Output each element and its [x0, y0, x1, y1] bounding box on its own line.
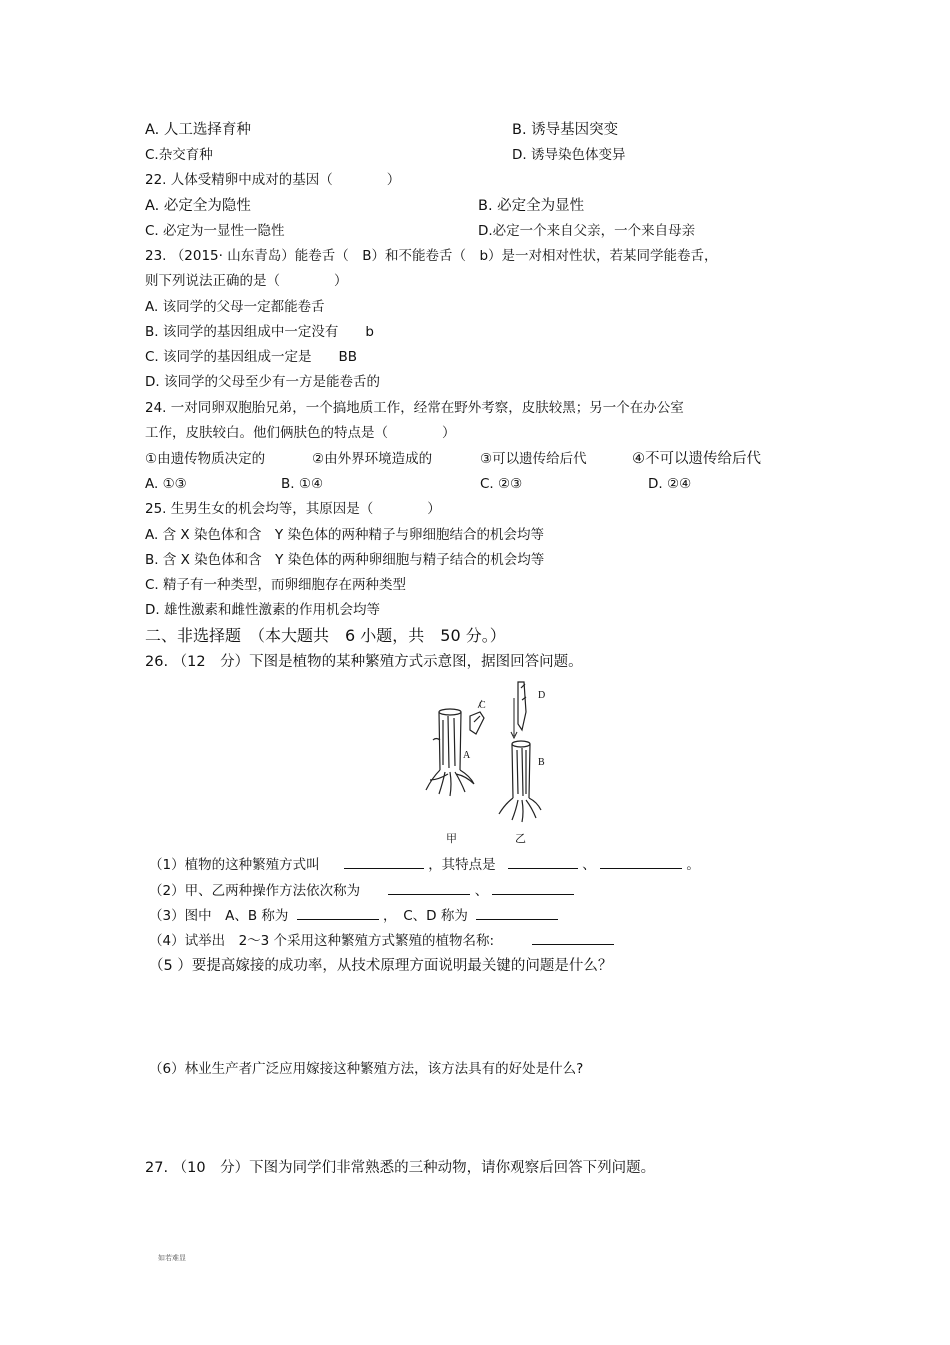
- q26-part5: （5 ）要提高嫁接的成功率，从技术原理方面说明最关键的问题是什么？: [149, 958, 613, 974]
- label-a: A: [463, 750, 471, 761]
- q22-stem: 22. 人体受精卵中成对的基因（ ）: [145, 172, 401, 188]
- q22-option-c: C. 必定为一显性一隐性: [145, 223, 285, 239]
- q22-option-b: B. 必定全为显性: [478, 198, 585, 214]
- q26-answer-blank-7[interactable]: [476, 907, 558, 920]
- q26-stem: 26. （12 分）下图是植物的某种繁殖方式示意图，据图回答问题。: [145, 654, 583, 670]
- label-c: C: [479, 700, 486, 711]
- q25-stem: 25. 生男生女的机会均等，其原因是（ ）: [145, 501, 441, 517]
- q24-statement-1: ①由遗传物质决定的: [145, 451, 266, 467]
- q26-part6: （6）林业生产者广泛应用嫁接这种繁殖方法，该方法具有的好处是什么?: [149, 1061, 584, 1077]
- q25-option-b: B. 含 X 染色体和含 Y 染色体的两种卵细胞与精子结合的机会均等: [145, 552, 545, 568]
- q26-part1: （1）植物的这种繁殖方式叫 ，其特点是 、 。: [149, 857, 700, 873]
- q23-option-a: A. 该同学的父母一定都能卷舌: [145, 299, 325, 315]
- label-yi: 乙: [515, 832, 526, 845]
- q24-stem-line2: 工作，皮肤较白。他们俩肤色的特点是（ ）: [145, 425, 456, 441]
- q24-statement-3: ③可以遗传给后代: [480, 451, 587, 467]
- q23-option-d: D. 该同学的父母至少有一方是能卷舌的: [145, 374, 380, 390]
- q26-part3: （3）图中 A、B 称为 ， C、D 称为: [149, 907, 558, 925]
- label-b: B: [538, 757, 545, 768]
- q23-option-c: C. 该同学的基因组成一定是 BB: [145, 349, 358, 365]
- q24-option-a: A. ①③: [145, 476, 187, 492]
- q23-stem-line1: 23. （2015· 山东青岛）能卷舌（ B）和不能卷舌（ b）是一对相对性状，若某同学能卷舌，: [145, 248, 718, 264]
- q25-option-a: A. 含 X 染色体和含 Y 染色体的两种精子与卵细胞结合的机会均等: [145, 527, 544, 543]
- q26-answer-blank-1[interactable]: [344, 856, 424, 869]
- page-footer: 如若难显: [158, 1254, 186, 1262]
- grafting-figure: [418, 680, 548, 845]
- q26-answer-blank-4[interactable]: [388, 882, 470, 895]
- q21-option-d: D. 诱导染色体变异: [512, 147, 626, 163]
- q24-statement-2: ②由外界环境造成的: [312, 451, 433, 467]
- q26-part4: （4）试举出 2～3 个采用这种繁殖方式繁殖的植物名称:: [149, 932, 614, 950]
- q27-stem: 27. （10 分）下图为同学们非常熟悉的三种动物，请你观察后回答下列问题。: [145, 1160, 656, 1176]
- q26-answer-blank-2[interactable]: [508, 856, 578, 869]
- q24-option-b: B. ①④: [281, 476, 324, 492]
- label-jia: 甲: [446, 832, 457, 845]
- q22-option-d: D.必定一个来自父亲，一个来自母亲: [478, 223, 696, 239]
- q24-option-d: D. ②④: [648, 476, 692, 492]
- q26-answer-blank-8[interactable]: [532, 932, 614, 945]
- q23-option-b: B. 该同学的基因组成中一定没有 b: [145, 324, 374, 340]
- q22-option-a: A. 必定全为隐性: [145, 198, 251, 214]
- q21-option-a: A. 人工选择育种: [145, 122, 251, 138]
- label-d: D: [538, 690, 546, 701]
- section-heading: 二、非选择题 （本大题共 6 小题，共 50 分。）: [145, 626, 506, 645]
- q24-stem-line1: 24. 一对同卵双胞胎兄弟，一个搞地质工作，经常在野外考察，皮肤较黑；另一个在办公室: [145, 400, 684, 416]
- q21-option-c: C.杂交育种: [145, 147, 213, 163]
- q25-option-c: C. 精子有一种类型，而卵细胞存在两种类型: [145, 577, 407, 593]
- q25-option-d: D. 雄性激素和雌性激素的作用机会均等: [145, 602, 380, 618]
- q26-answer-blank-6[interactable]: [297, 907, 379, 920]
- q26-part2: （2）甲、乙两种操作方法依次称为 、: [149, 882, 574, 900]
- q24-option-c: C. ②③: [480, 476, 523, 492]
- q24-statement-4: ④不可以遗传给后代: [632, 451, 761, 467]
- q26-answer-blank-3[interactable]: [600, 856, 682, 869]
- q26-answer-blank-5[interactable]: [492, 882, 574, 895]
- q21-option-b: B. 诱导基因突变: [512, 122, 619, 138]
- q23-stem-line2: 则下列说法正确的是（ ）: [145, 273, 348, 289]
